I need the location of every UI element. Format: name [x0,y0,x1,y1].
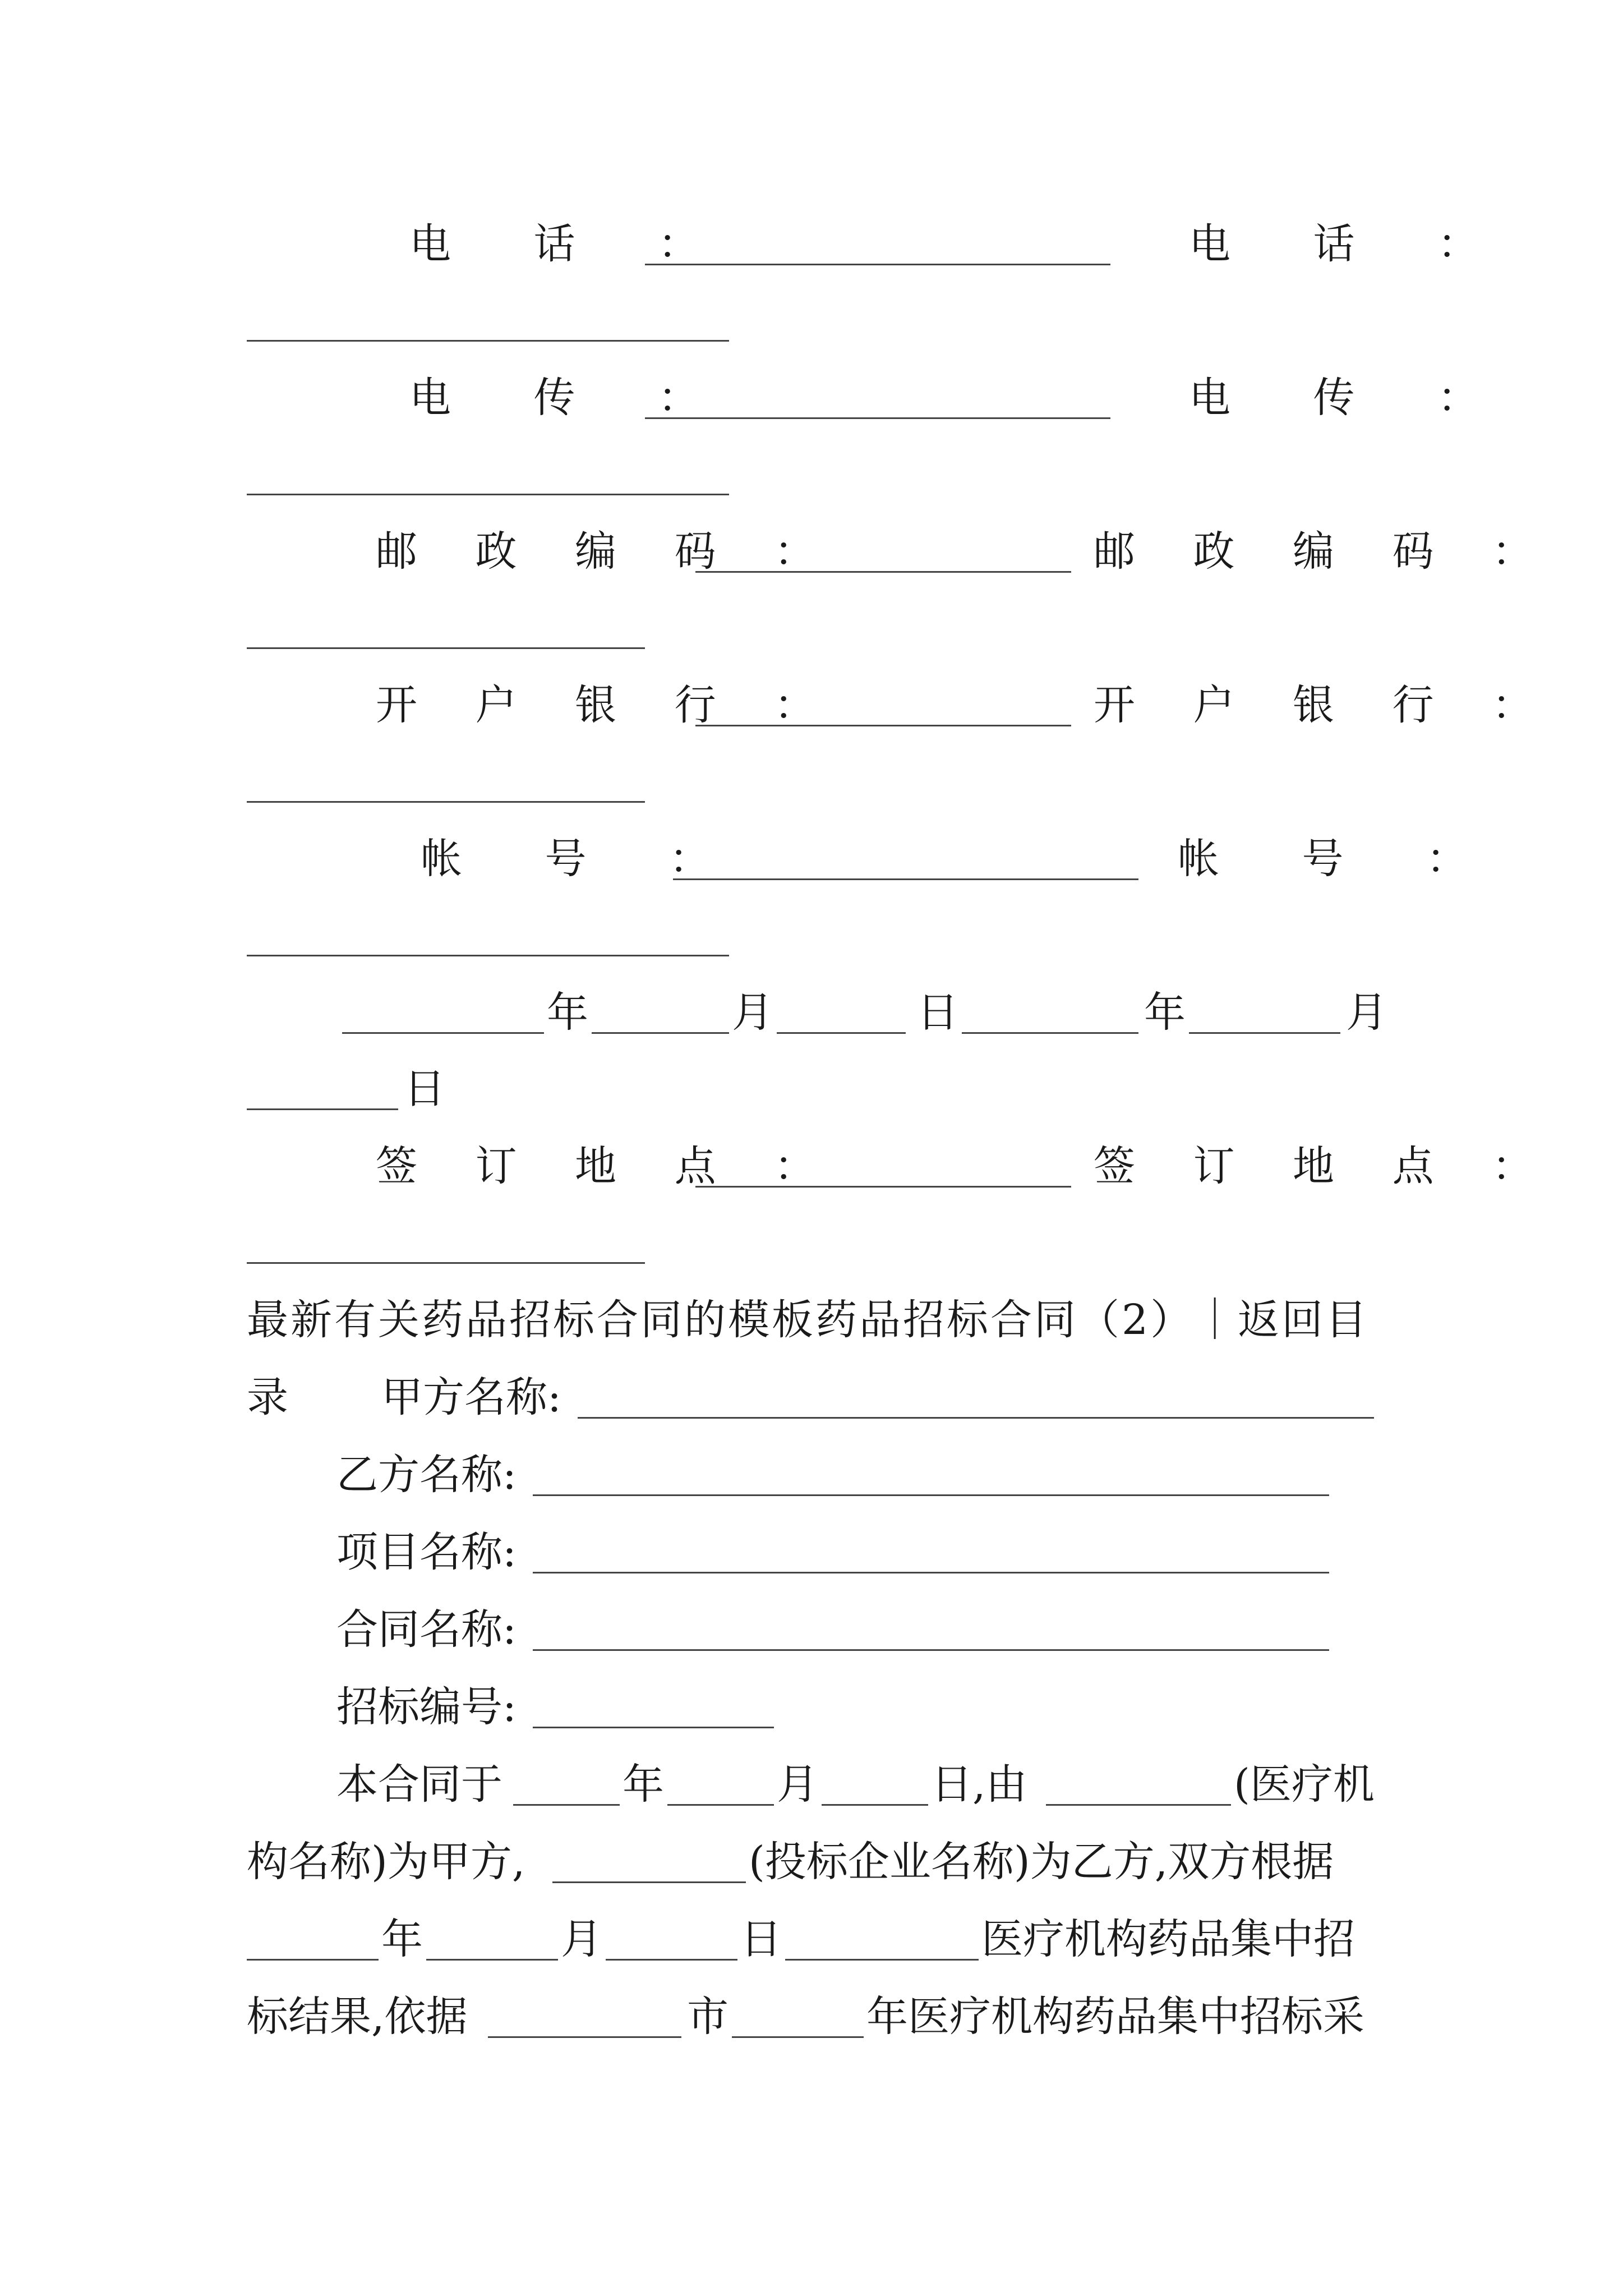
postcode-blank-right[interactable] [247,647,645,649]
body-line-2-bidder-blank[interactable] [552,1881,746,1883]
telex-label-left: 电 传 ： [409,374,735,422]
year-blank-right[interactable] [962,1032,1138,1034]
body-line-3-day-blank[interactable] [606,1959,737,1961]
telex-blank-left[interactable] [645,417,1110,419]
body-line-4-a: 标结果,依据 [247,1993,468,2041]
sign-place-label-right: 签 订 地 点 ： [1094,1142,1556,1190]
section-heading-continued: 录 [247,1373,288,1421]
telex-blank-right[interactable] [247,494,729,495]
sign-place-blank-right[interactable] [247,1262,645,1264]
month-blank-left[interactable] [592,1032,729,1034]
tender-number-blank[interactable] [533,1727,774,1728]
project-name-blank[interactable] [533,1572,1329,1573]
bank-label-right: 开 户 银 行 ： [1094,681,1556,729]
postcode-blank-left[interactable] [695,571,1071,573]
contract-name-blank[interactable] [533,1649,1329,1651]
postcode-label-left: 邮 政 编 码 ： [376,527,838,576]
month-blank-right[interactable] [1189,1032,1340,1034]
body-line-4-c: 年医疗机构药品集中招标采 [866,1993,1364,2041]
contract-name-label: 合同名称: [336,1605,517,1654]
tender-number-label: 招标编号: [336,1683,517,1731]
day-label-right: 日 [404,1065,445,1113]
month-label-left: 月 [732,988,773,1037]
body-line-3-b: 月 [561,1915,602,1963]
body-line-1-b: 年 [623,1760,664,1809]
bank-blank-right[interactable] [247,801,645,803]
party-b-blank[interactable] [533,1494,1329,1496]
phone-label-left: 电 话 ： [409,220,735,268]
day-label-left: 日 [917,988,958,1037]
bank-label-left: 开 户 银 行 ： [376,681,838,729]
body-line-3-d: 医疗机构药品集中招 [981,1915,1355,1963]
day-blank-right[interactable] [247,1108,398,1110]
sign-place-label-left: 签 订 地 点 ： [376,1142,838,1190]
postcode-label-right: 邮 政 编 码 ： [1094,527,1556,576]
month-label-right: 月 [1346,988,1387,1037]
body-line-1-year-blank[interactable] [513,1804,620,1806]
account-blank-left[interactable] [673,878,1138,880]
party-b-label: 乙方名称: [336,1451,517,1499]
phone-label-right: 电 话 ： [1189,220,1514,268]
body-line-1-institution-blank[interactable] [1046,1804,1231,1806]
body-line-3-name-blank[interactable] [785,1959,979,1961]
body-line-3-year-blank[interactable] [247,1959,379,1961]
body-line-1-c: 月 [777,1760,818,1809]
year-label-left: 年 [547,988,588,1037]
party-a-blank[interactable] [578,1417,1374,1419]
year-label-right: 年 [1144,988,1186,1037]
body-line-1-d: 日,由 [931,1760,1027,1809]
body-line-3-a: 年 [381,1915,423,1963]
body-line-1-day-blank[interactable] [822,1804,928,1806]
body-line-4-b: 市 [687,1993,728,2041]
year-blank-left[interactable] [342,1032,544,1034]
body-line-3-month-blank[interactable] [426,1959,558,1961]
telex-label-right: 电 传 ： [1189,374,1514,422]
body-line-4-city-blank[interactable] [488,2036,681,2038]
body-line-1-e: (医疗机 [1234,1760,1375,1809]
phone-blank-right[interactable] [247,340,729,342]
account-label-left: 帐 号 ： [421,835,746,883]
sign-place-blank-left[interactable] [695,1186,1071,1188]
party-a-label: 甲方名称: [381,1373,561,1421]
phone-blank-left[interactable] [645,264,1110,265]
account-blank-right[interactable] [247,955,729,956]
section-heading: 最新有关药品招标合同的模板药品招标合同（2）｜返回目 [247,1296,1370,1344]
project-name-label: 项目名称: [336,1528,517,1576]
body-line-4-year-blank[interactable] [732,2036,864,2038]
bank-blank-left[interactable] [695,725,1071,726]
body-line-2-b: (投标企业名称)为乙方,双方根据 [749,1838,1334,1886]
body-line-1-a: 本合同于 [336,1760,502,1809]
day-blank-left[interactable] [777,1032,906,1034]
body-line-3-c: 日 [740,1915,782,1963]
body-line-1-month-blank[interactable] [667,1804,774,1806]
body-line-2-a: 构名称)为甲方, [247,1838,525,1886]
account-label-right: 帐 号 ： [1178,835,1503,883]
